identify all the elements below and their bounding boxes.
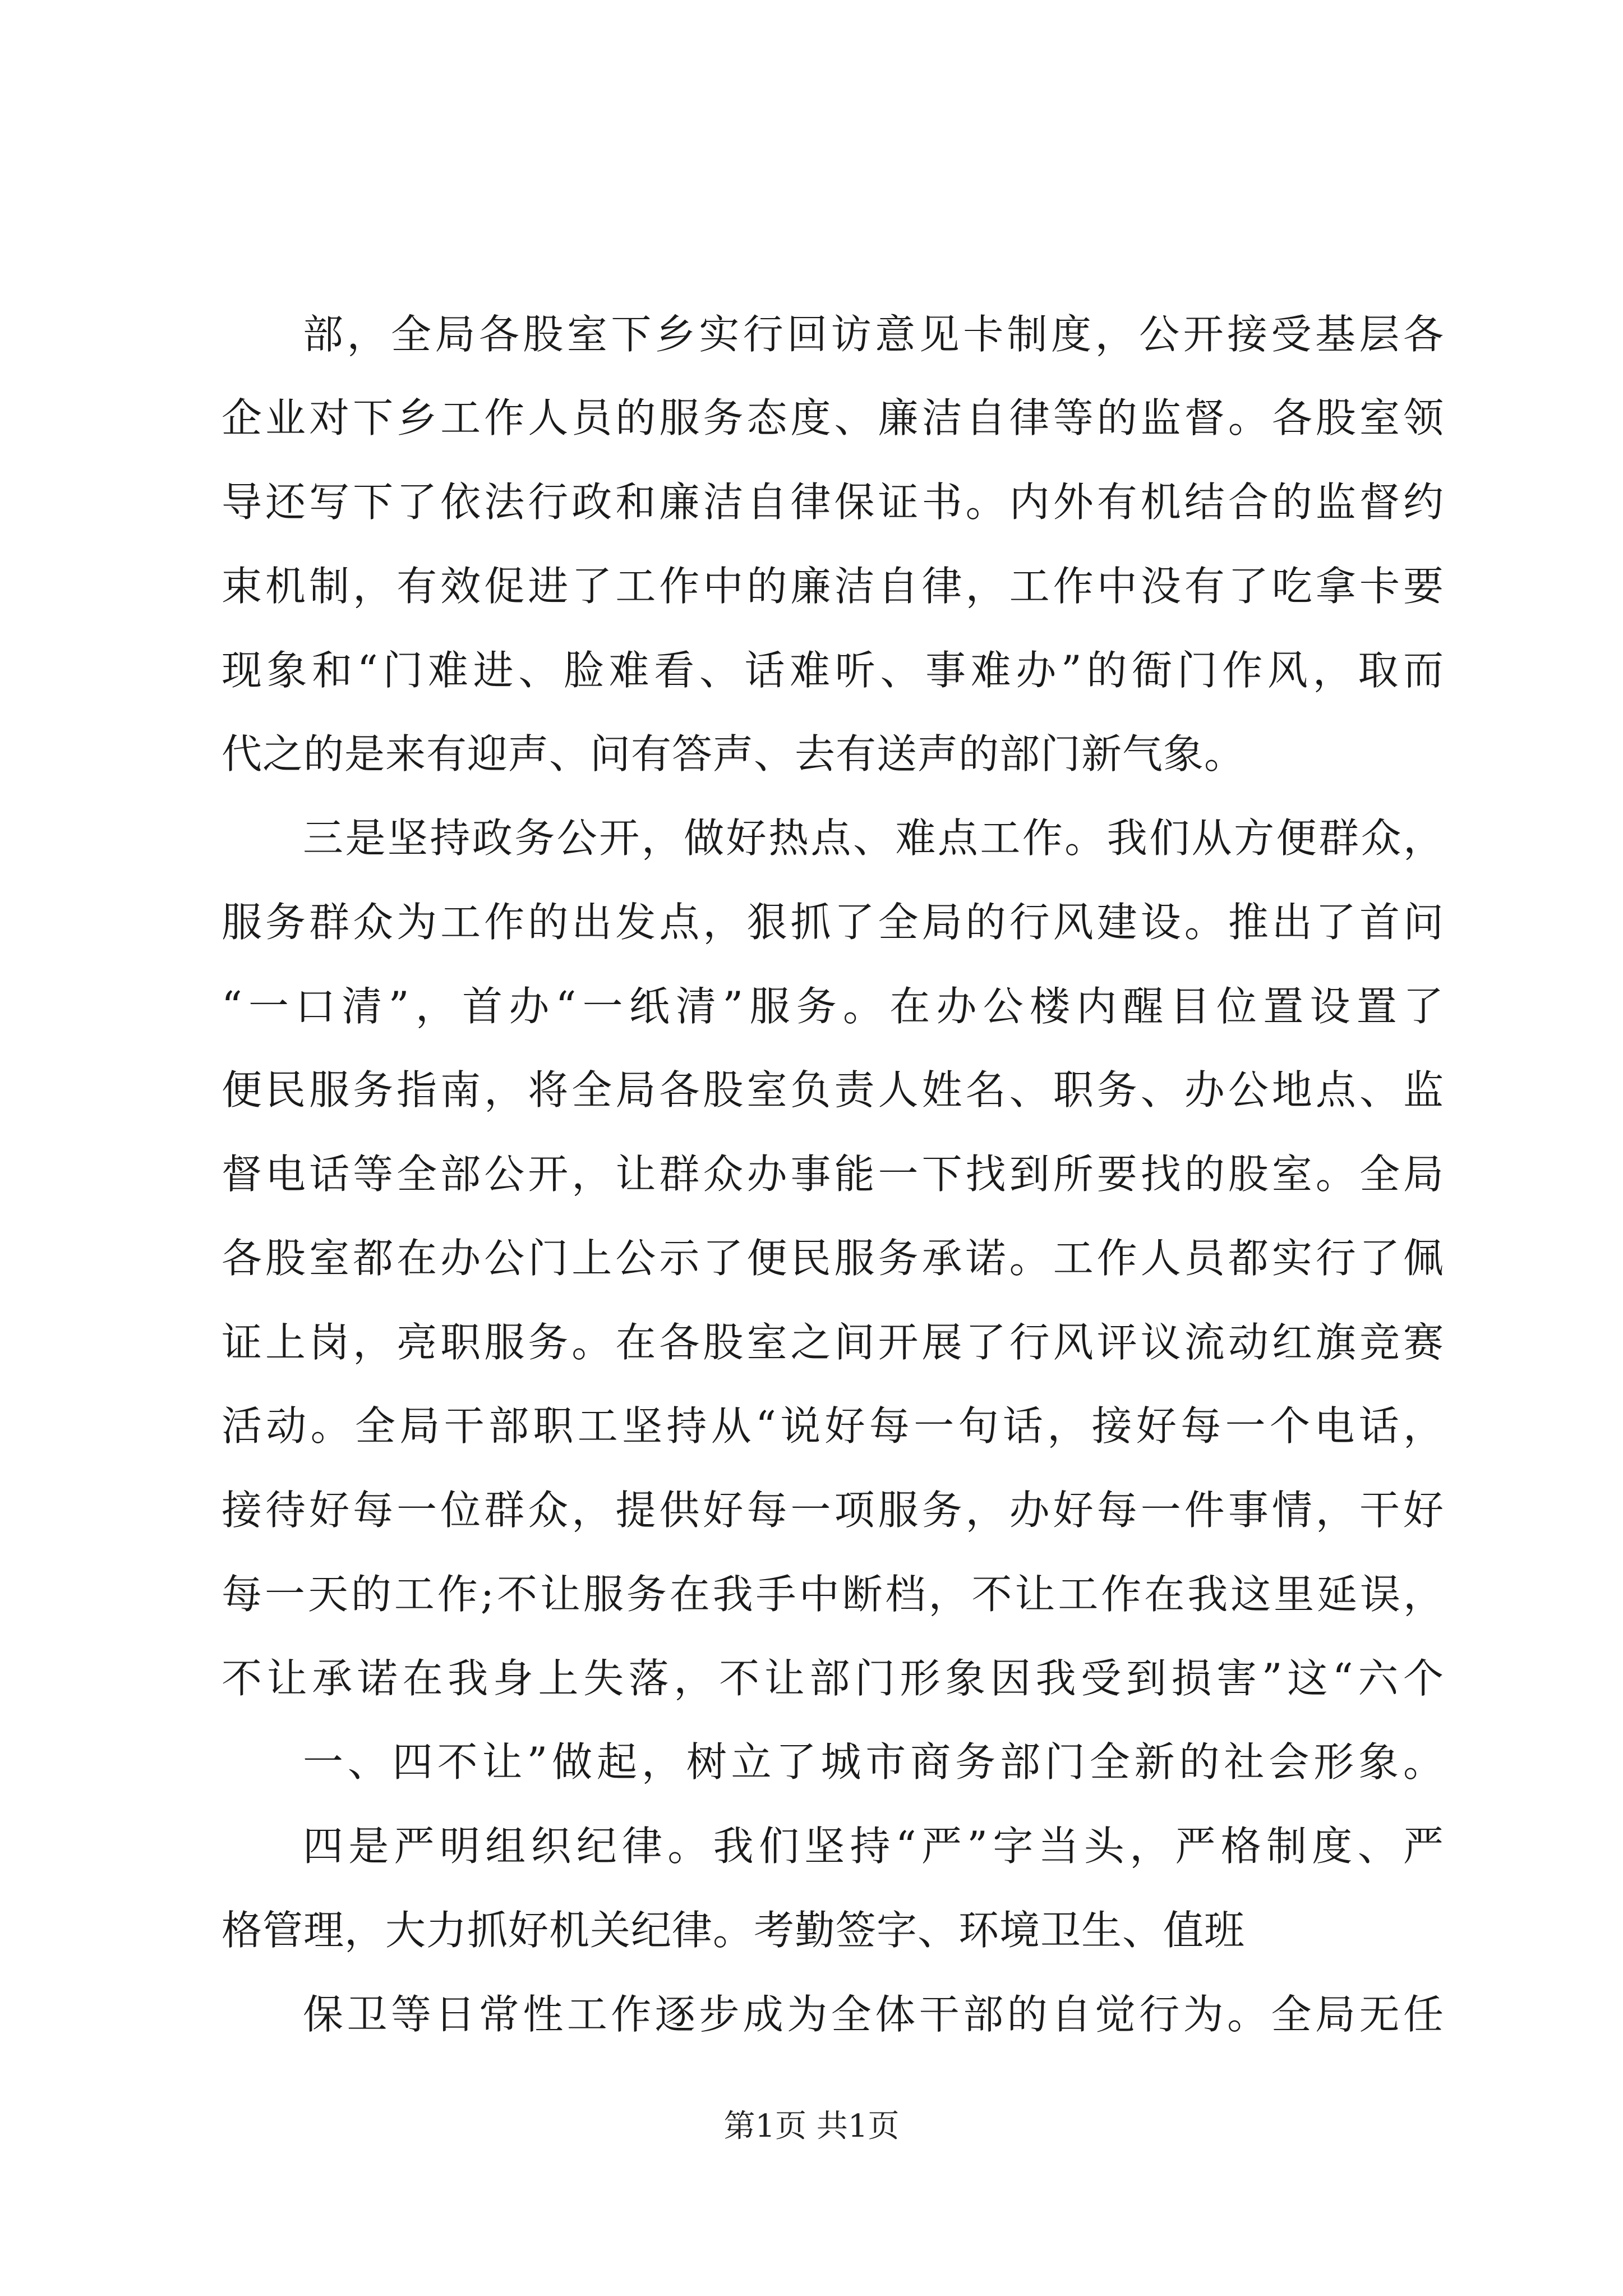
text-line: 现象和“门难进、脸难看、话难听、事难办”的衙门作风，取而 [222,647,1444,694]
text-line: “一口清”，首办“一纸清”服务。在办公楼内醒目位置设置了 [222,983,1444,1030]
text-line: 束机制，有效促进了工作中的廉洁自律，工作中没有了吃拿卡要 [222,563,1444,610]
text-line: 三是坚持政务公开，做好热点、难点工作。我们从方便群众， [303,815,1444,862]
text-line: 四是严明组织纪律。我们坚持“严”字当头，严格制度、严 [303,1823,1444,1870]
text-line: 接待好每一位群众，提供好每一项服务，办好每一件事情，干好 [222,1487,1444,1534]
text-line: 每一天的工作;不让服务在我手中断档，不让工作在我这里延误， [222,1571,1444,1618]
text-line: 督电话等全部公开，让群众办事能一下找到所要找的股室。全局 [222,1151,1444,1198]
text-line: 部，全局各股室下乡实行回访意见卡制度，公开接受基层各 [303,311,1444,358]
text-line: 格管理，大力抓好机关纪律。考勤签字、环境卫生、值班 [222,1907,1246,1954]
text-line: 代之的是来有迎声、问有答声、去有送声的部门新气象。 [222,730,1246,777]
text-line: 企业对下乡工作人员的服务态度、廉洁自律等的监督。各股室领 [222,394,1444,441]
text-line: 不让承诺在我身上失落，不让部门形象因我受到损害”这“六个 [222,1655,1444,1702]
text-line: 保卫等日常性工作逐步成为全体干部的自觉行为。全局无任 [303,1991,1444,2038]
text-line: 服务群众为工作的出发点，狠抓了全局的行风建设。推出了首问 [222,899,1444,946]
text-line: 一、四不让”做起，树立了城市商务部门全新的社会形象。 [303,1738,1444,1786]
page-footer: 第1页 共1页 [723,2108,900,2145]
text-line: 便民服务指南，将全局各股室负责人姓名、职务、办公地点、监 [222,1066,1444,1114]
text-line: 证上岗，亮职服务。在各股室之间开展了行风评议流动红旗竞赛 [222,1319,1444,1366]
text-line: 导还写下了依法行政和廉洁自律保证书。内外有机结合的监督约 [222,478,1444,526]
text-line: 活动。全局干部职工坚持从“说好每一句话，接好每一个电话， [222,1402,1444,1450]
text-line: 各股室都在办公门上公示了便民服务承诺。工作人员都实行了佩 [222,1235,1444,1282]
